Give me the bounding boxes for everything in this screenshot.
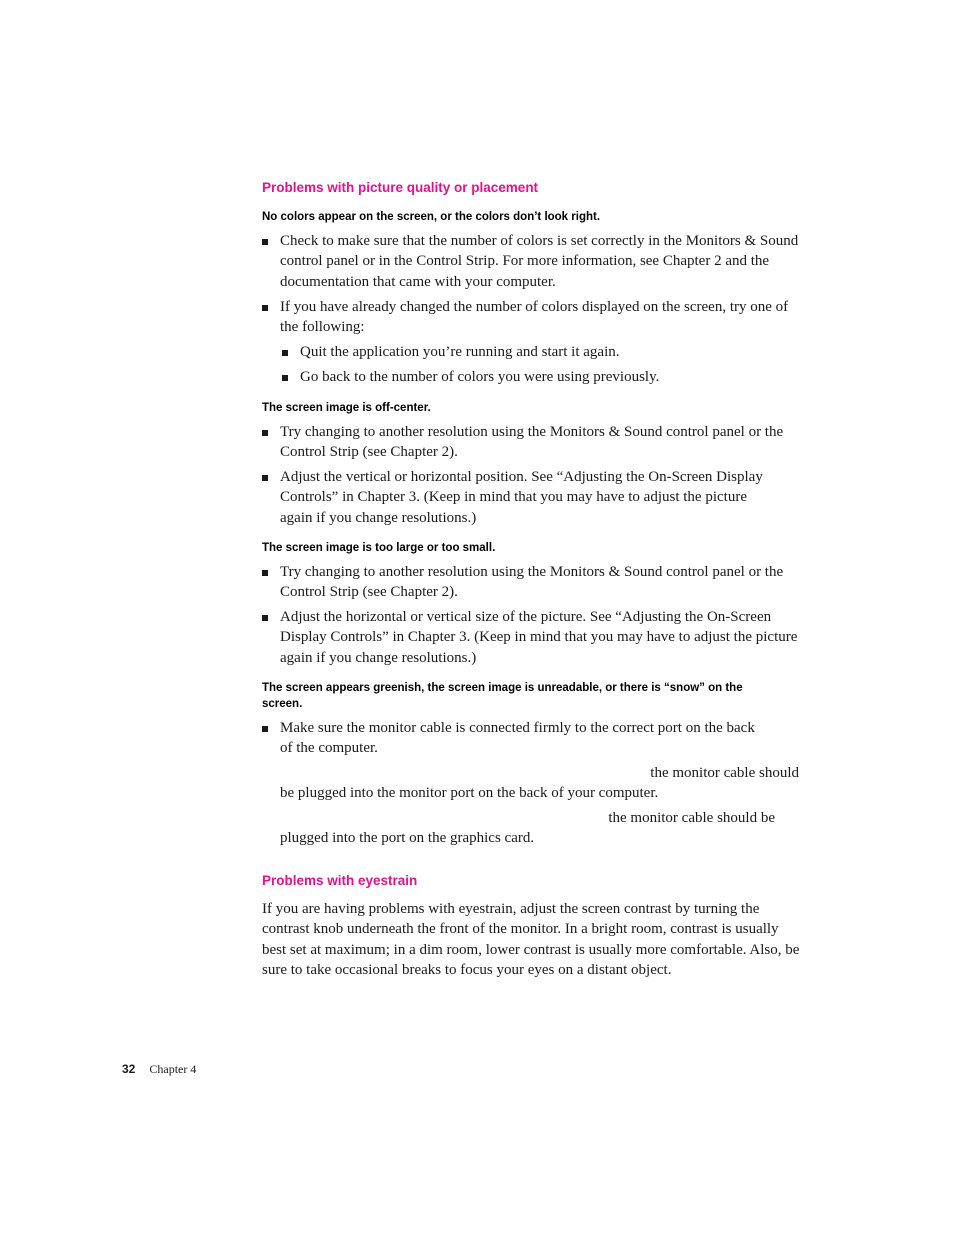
list-item	[282, 367, 807, 387]
cable-note-2-line1: the monitor cable should be	[608, 810, 775, 826]
section-heading-picture-quality: Problems with picture quality or placement	[262, 180, 539, 195]
list-item	[262, 297, 807, 338]
cable-note-2	[280, 808, 807, 849]
page-number: 32	[122, 1062, 136, 1076]
subheading-greenish: The screen appears greenish, the screen image is unreadable, or there is “snow” on the screen.	[262, 682, 743, 710]
bullet-icon	[282, 350, 288, 356]
list-item	[262, 231, 807, 292]
list-item-text: Try changing to another resolution using the Monitors & Sound control panel or the Control Strip (see Chapter 2).	[280, 424, 784, 461]
bullet-icon	[262, 239, 268, 245]
list-item-text: Adjust the vertical or horizontal position. See “Adjusting the On-Screen Display Controls” in Chapter 3. (Keep in mind that you may have to adjust the picture again if you change resolutions.)	[280, 469, 763, 526]
list-item-text: Make sure the monitor cable is connected firmly to the correct port on the back of the computer.	[280, 720, 755, 757]
list-item	[262, 607, 807, 668]
list-item-text: Quit the application you’re running and start it again.	[300, 344, 620, 360]
list-item-text: Adjust the horizontal or vertical size of the picture. See “Adjusting the On-Screen Display Controls” in Chapter 3. (Keep in mind that you may have to adjust the picture again if you change resolutions.)	[280, 609, 798, 666]
section-heading-eyestrain: Problems with eyestrain	[262, 873, 418, 888]
bullet-icon	[262, 570, 268, 576]
cable-note-2-line2: plugged into the port on the graphics card.	[280, 830, 535, 847]
bullet-icon	[262, 430, 268, 436]
list-item	[262, 467, 807, 528]
chapter-label: Chapter 4	[149, 1062, 197, 1076]
subheading-no-colors: No colors appear on the screen, or the colors don’t look right.	[262, 211, 601, 223]
eyestrain-paragraph: If you are having problems with eyestrain, adjust the screen contrast by turning the contrast knob underneath the front of the monitor. In a bright room, contrast is usually best set at maximum; in a dim room, lower contrast is usually more comfortable. Also, be sure to take occasional breaks to focus your eyes on a distant object.	[262, 901, 800, 979]
list-item	[262, 562, 807, 603]
list-item-text: Check to make sure that the number of colors is set correctly in the Monitors & Sound control panel or in the Control Strip. For more information, see Chapter 2 and the documentation that came with your computer.	[280, 233, 799, 290]
cable-note-1	[280, 763, 807, 804]
bullet-icon	[262, 726, 268, 732]
bullet-icon	[262, 475, 268, 481]
list-item-text: If you have already changed the number of colors displayed on the screen, try one of the following:	[280, 299, 789, 336]
list-item-text: Go back to the number of colors you were using previously.	[300, 369, 660, 385]
list-item	[262, 422, 807, 463]
page-footer	[122, 1062, 196, 1077]
list-item-text: Try changing to another resolution using the Monitors & Sound control panel or the Control Strip (see Chapter 2).	[280, 564, 784, 601]
bullet-icon	[262, 615, 268, 621]
cable-note-1-line1: the monitor cable should	[650, 765, 799, 781]
subheading-size: The screen image is too large or too small.	[262, 542, 496, 554]
content-column	[262, 0, 807, 1235]
subheading-off-center: The screen image is off-center.	[262, 402, 431, 414]
list-item	[262, 718, 807, 759]
cable-note-1-line2: be plugged into the monitor port on the back of your computer.	[280, 785, 659, 802]
bullet-icon	[282, 375, 288, 381]
list-item	[282, 342, 807, 362]
bullet-icon	[262, 305, 268, 311]
